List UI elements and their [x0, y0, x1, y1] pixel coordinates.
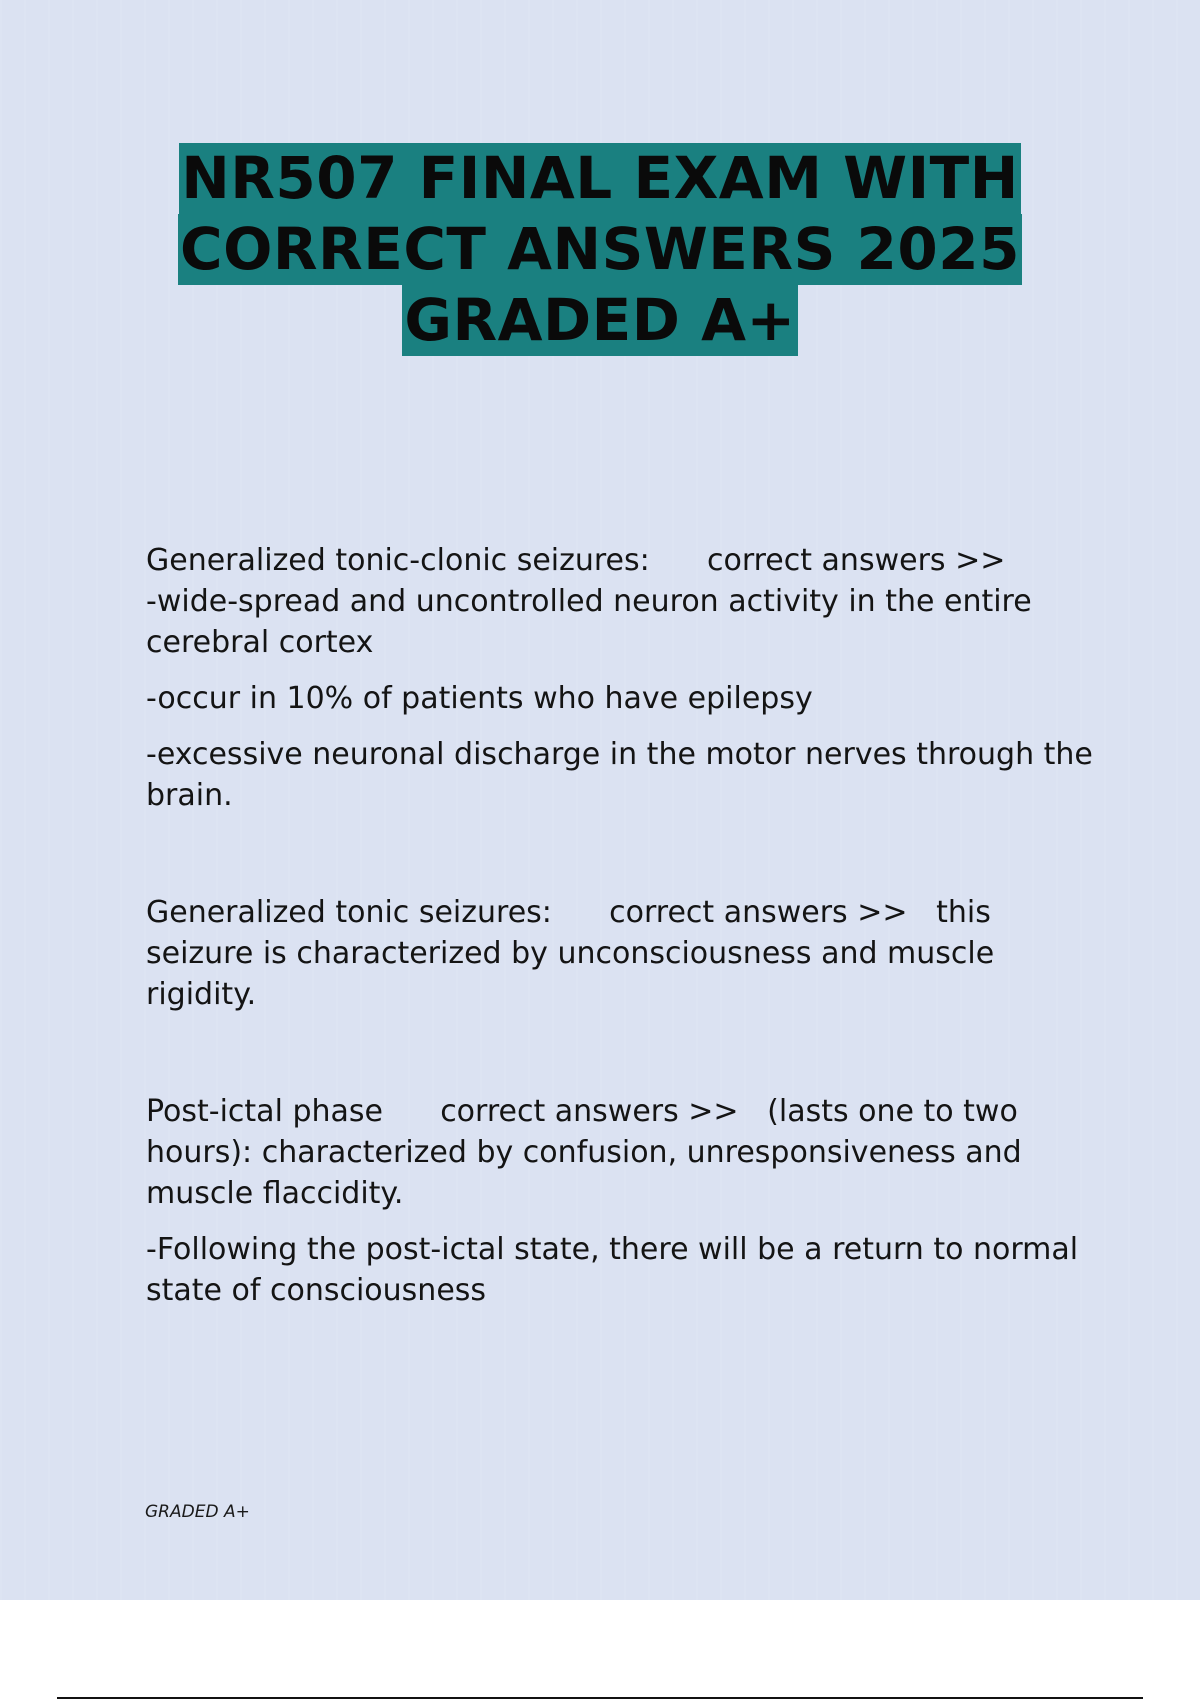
qa-answer-label: correct answers >>: [440, 1094, 739, 1129]
qa-answer-text: (lasts one to two hours): characterized by confusion, unresponsiveness and muscle flaccidity.: [146, 1094, 1022, 1211]
qa-question: [146, 540, 1106, 663]
qa-answer-text: this seizure is characterized by unconsciousness and muscle rigidity.: [146, 895, 995, 1012]
footer-label: GRADED A+: [145, 1502, 250, 1522]
qa-entry: [146, 540, 1106, 816]
page-divider: [57, 1697, 1143, 1699]
qa-question: [146, 892, 1106, 1015]
qa-answer-paragraph: -wide-spread and uncontrolled neuron activity in the entire cerebral cortex: [146, 584, 1032, 660]
qa-answer-paragraph: -Following the post-ictal state, there will be a return to normal state of consciousness: [146, 1232, 1079, 1308]
title-heading: [100, 143, 1100, 356]
qa-term: Generalized tonic seizures:: [146, 895, 552, 930]
qa-term: Generalized tonic-clonic seizures:: [146, 543, 650, 578]
qa-answer-label: correct answers >>: [609, 895, 908, 930]
document-title: [100, 143, 1100, 356]
qa-answer-paragraph: -excessive neuronal discharge in the motor nerves through the brain.: [146, 737, 1093, 813]
qa-answer-label: correct answers >>: [706, 543, 1006, 578]
title-line-3: GRADED A+: [404, 286, 796, 354]
qa-content: [146, 540, 1106, 1326]
qa-question: [146, 1091, 1106, 1214]
qa-entry: [146, 892, 1106, 1015]
title-line-1: NR507 FINAL EXAM WITH: [181, 144, 1019, 212]
qa-term: Post-ictal phase: [146, 1094, 383, 1129]
qa-answer-paragraph: -occur in 10% of patients who have epilepsy: [146, 681, 813, 716]
title-line-2: CORRECT ANSWERS 2025: [180, 215, 1020, 283]
qa-entry: [146, 1091, 1106, 1311]
